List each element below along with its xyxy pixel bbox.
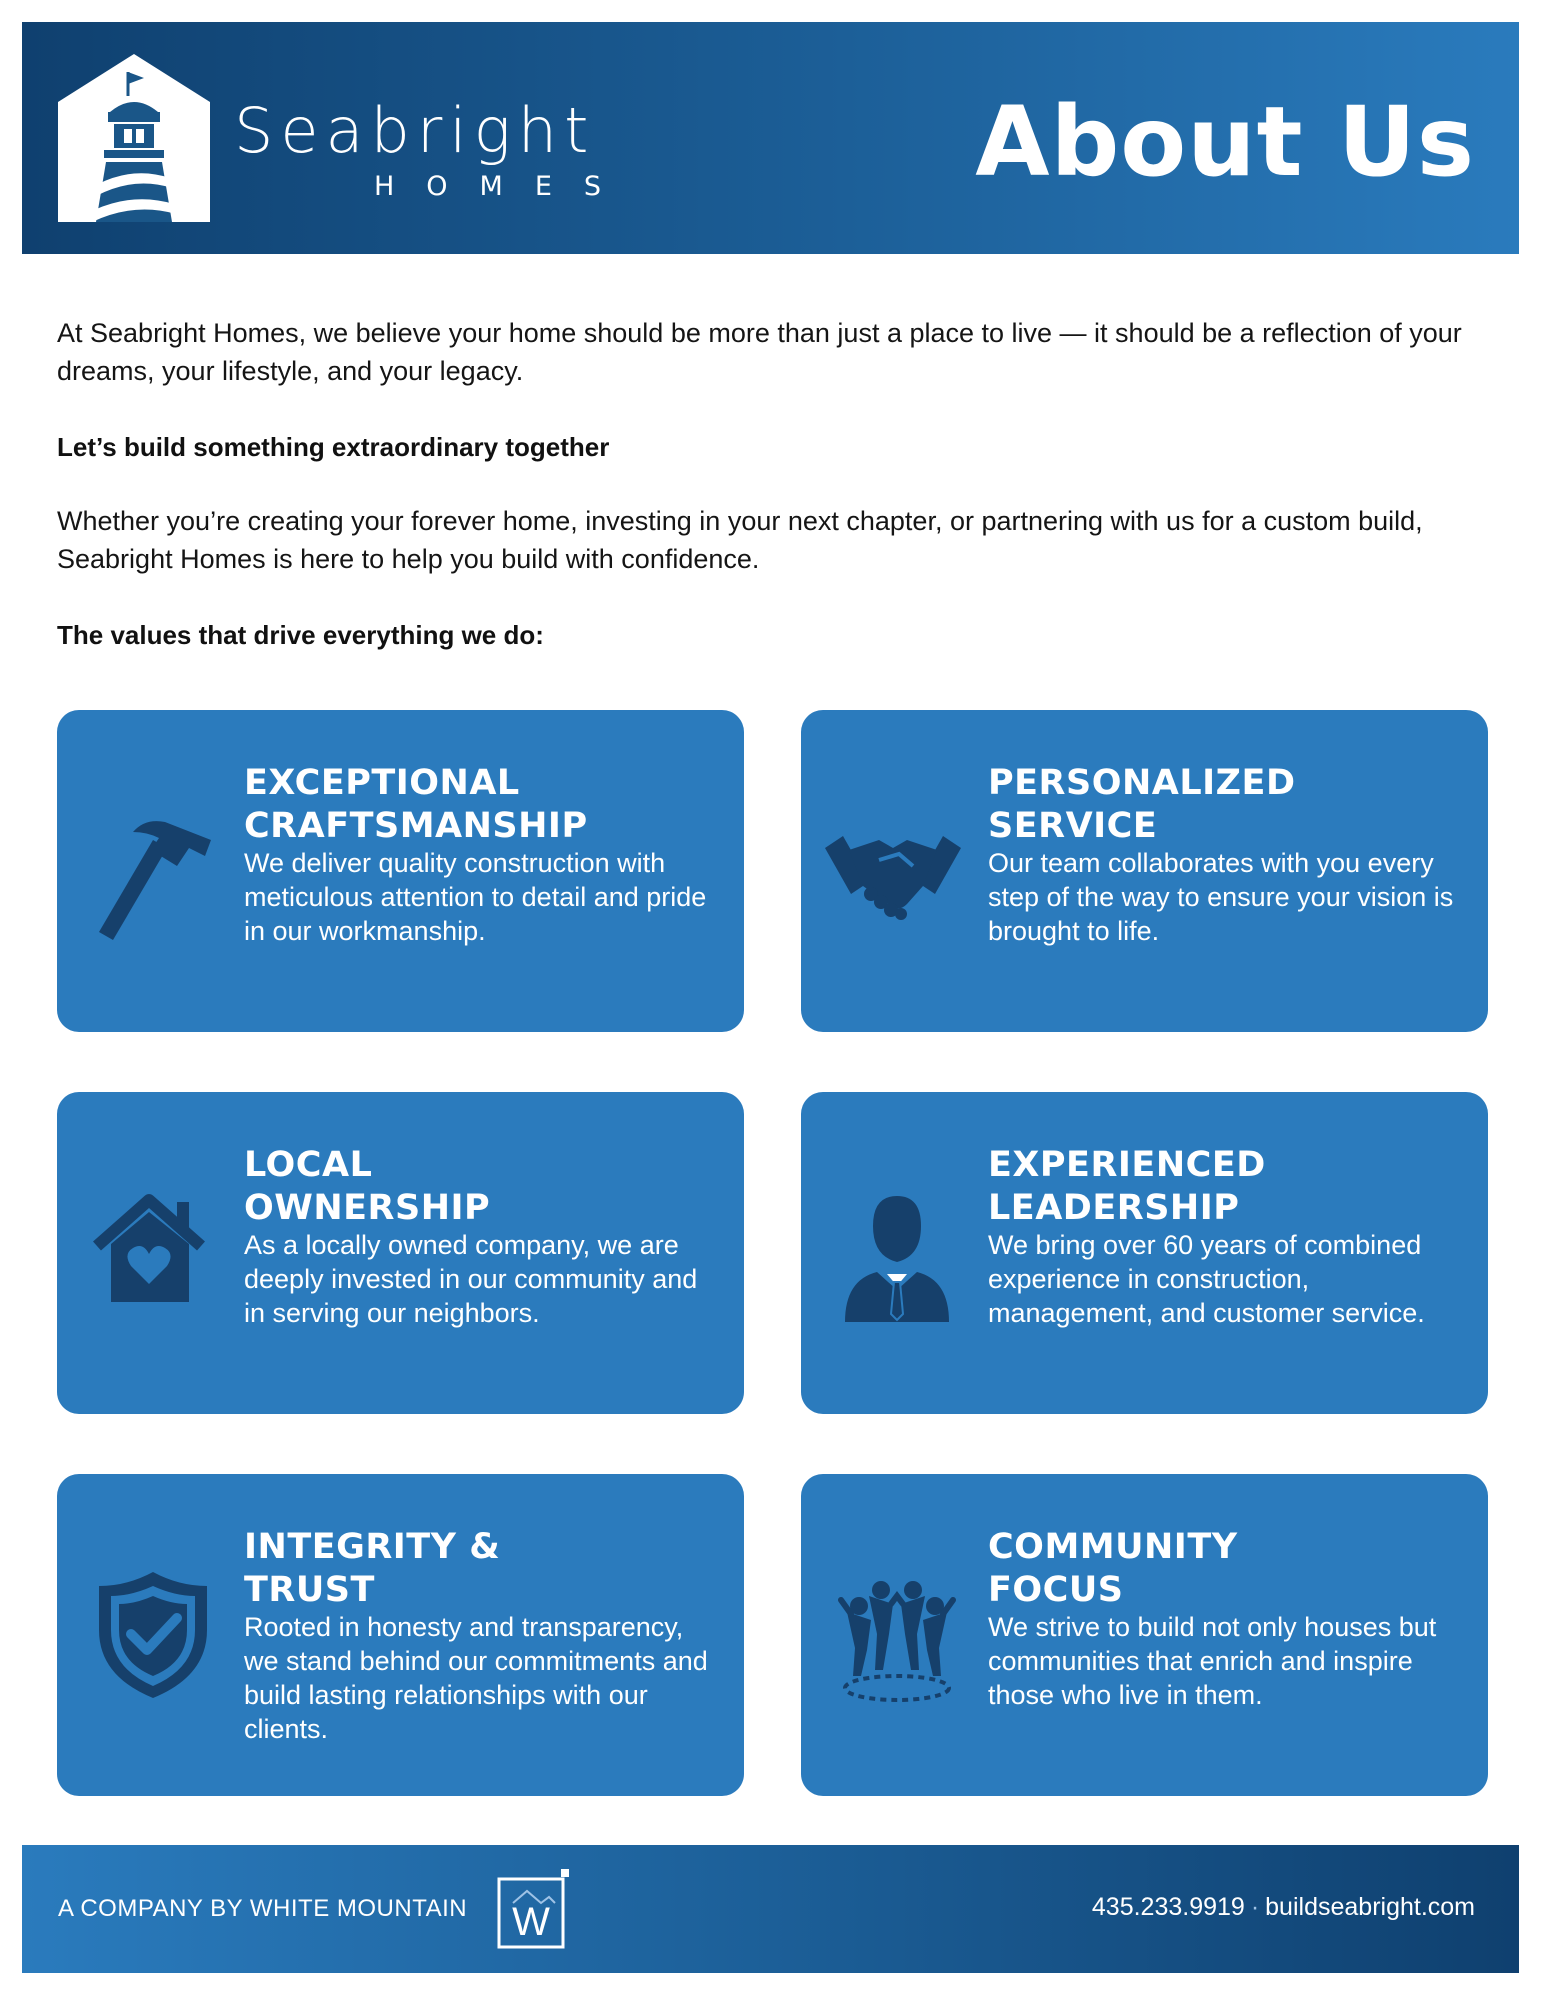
- value-card-community: [801, 1474, 1488, 1796]
- svg-text:W: W: [512, 1900, 550, 1944]
- page-title: About Us: [975, 86, 1475, 198]
- value-description: As a locally owned company, we are deeply invested in our community and in serving our neighbors.: [244, 1230, 698, 1328]
- value-description: We strive to build not only houses but communities that enrich and inspire those who live in them.: [988, 1612, 1437, 1710]
- businessman-icon: [837, 1182, 957, 1322]
- brand-wordmark: [234, 94, 654, 202]
- value-card-leadership: [801, 1092, 1488, 1414]
- value-description: We bring over 60 years of combined experience in construction, management, and customer service.: [988, 1230, 1425, 1328]
- parent-company-text: A COMPANY BY WHITE MOUNTAIN: [58, 1895, 468, 1922]
- shield-check-icon: [93, 1564, 213, 1704]
- brand-name: Seabright: [234, 94, 596, 167]
- section-heading-1: Let’s build something extraordinary together: [57, 432, 610, 462]
- value-title: COMMUNITY FOCUS: [988, 1527, 1238, 1610]
- value-title: LOCAL OWNERSHIP: [244, 1145, 491, 1228]
- value-description: Rooted in honesty and transparency, we stand behind our commitments and build lasting relationships with our clients.: [244, 1612, 708, 1744]
- contact-info: [1092, 1893, 1475, 1922]
- lighthouse-logo-icon: [58, 54, 210, 222]
- value-card-service: [801, 710, 1488, 1032]
- value-title: EXPERIENCED LEADERSHIP: [988, 1145, 1266, 1228]
- white-mountain-logo-icon: [497, 1869, 573, 1949]
- intro-paragraph-2: Whether you’re creating your forever home, investing in your next chapter, or partnering with us for a custom build, Seabright Homes is here to help you build with confidence.: [57, 506, 1423, 574]
- value-title: PERSONALIZED SERVICE: [988, 763, 1296, 846]
- brand-subtitle: HOMES: [374, 171, 634, 202]
- value-title: INTEGRITY & TRUST: [244, 1527, 501, 1610]
- handshake-icon: [823, 800, 963, 940]
- footer-banner: [22, 1845, 1519, 1973]
- hammer-icon: [93, 800, 213, 940]
- house-heart-icon: [93, 1182, 213, 1322]
- value-card-local-ownership: [57, 1092, 744, 1414]
- phone-link[interactable]: 435.233.9919: [1091, 1893, 1245, 1921]
- separator-dot: ·: [1250, 1893, 1260, 1921]
- section-heading-2: The values that drive everything we do:: [57, 620, 544, 650]
- value-title: EXCEPTIONAL CRAFTSMANSHIP: [244, 763, 588, 846]
- value-card-integrity: [57, 1474, 744, 1796]
- value-description: We deliver quality construction with meticulous attention to detail and pride in our workmanship.: [244, 848, 707, 946]
- website-link[interactable]: buildseabright.com: [1265, 1893, 1475, 1921]
- community-people-icon: [837, 1564, 957, 1704]
- value-card-craftsmanship: [57, 710, 744, 1032]
- intro-paragraph-1: At Seabright Homes, we believe your home should be more than just a place to live — it should be a reflection of your dreams, your lifestyle, and your legacy.: [57, 318, 1462, 386]
- header-banner: [22, 22, 1519, 254]
- value-description: Our team collaborates with you every step of the way to ensure your vision is brought to life.: [988, 848, 1454, 946]
